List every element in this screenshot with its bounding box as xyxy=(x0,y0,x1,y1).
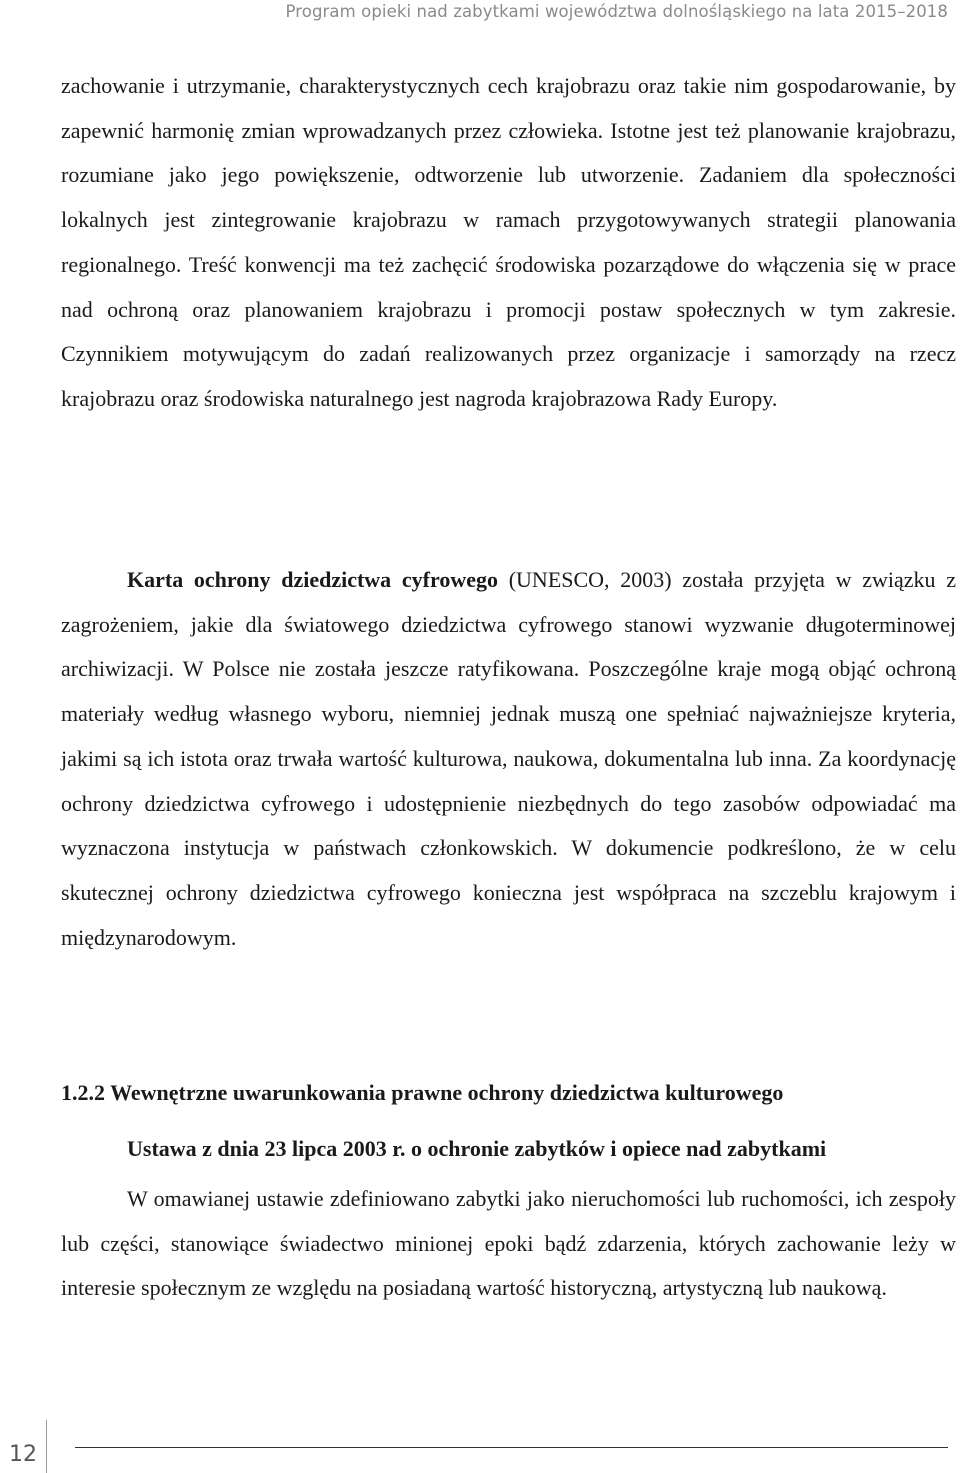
paragraph-landscape-convention: zachowanie i utrzymanie, charakterystycznych cech krajobrazu oraz takie nim gospodarowanie, by zapewnić harmonię zmian wprowadzanych przez człowieka. Istotne jest też planowanie krajobrazu, rozumiane jako jego powiększenie, odtworzenie lub utworzenie. Zadaniem dla społeczności lokalnych jest zintegrowanie krajobrazu w ramach przygotowywanych strategii planowania regionalnego. Treść konwencji ma też zachęcić środowiska pozarządowe do włączenia się w prace nad ochroną oraz planowaniem krajobrazu i promocji postaw społecznych w tym zakresie. Czynnikiem motywującym do zadań realizowanych przez organizacje i samorządy na rzecz krajobrazu oraz środowiska naturalnego jest nagroda krajobrazowa Rady Europy. xyxy=(61,73,956,411)
page-number: 12 xyxy=(9,1442,37,1467)
page-number-divider xyxy=(46,1420,47,1473)
footer-rule xyxy=(75,1447,948,1448)
section-heading: 1.2.2 Wewnętrzne uwarunkowania prawne ochrony dziedzictwa kulturowego xyxy=(61,1080,784,1105)
running-header: Program opieki nad zabytkami województwa dolnośląskiego na lata 2015–2018 xyxy=(285,2,948,21)
charter-title: Karta ochrony dziedzictwa cyfrowego xyxy=(127,567,499,592)
paragraph-digital-heritage-charter xyxy=(61,558,956,960)
paragraph-monument-definition: W omawianej ustawie zdefiniowano zabytki jako nieruchomości lub ruchomości, ich zespoły lub części, stanowiące świadectwo minionej epoki bądź zdarzenia, których zachowanie leży w interesie społecznym ze względu na posiadaną wartość historyczną, artystyczną lub naukową. xyxy=(61,1186,956,1301)
charter-description: (UNESCO, 2003) została przyjęta w związku z zagrożeniem, jakie dla światowego dziedzictwa cyfrowego stanowi wyzwanie długoterminowej archiwizacji. W Polsce nie została jeszcze ratyfikowana. Poszczególne kraje mogą objąć ochroną materiały według własnego wyboru, niemniej jednak muszą one spełniać najważniejsze kryteria, jakimi są ich istota oraz trwała wartość kulturowa, naukowa, dokumentalna lub inna. Za koordynację ochrony dziedzictwa cyfrowego i udostępnienie niezbędnych do tego zasobów odpowiadać ma wyznaczona instytucja w państwach członkowskich. W dokumencie podkreślono, że w celu skutecznej ochrony dziedzictwa cyfrowego konieczna jest współpraca na szczeblu krajowym i międzynarodowym. xyxy=(61,567,956,950)
act-title: Ustawa z dnia 23 lipca 2003 r. o ochronie zabytków i opiece nad zabytkami xyxy=(127,1136,827,1161)
